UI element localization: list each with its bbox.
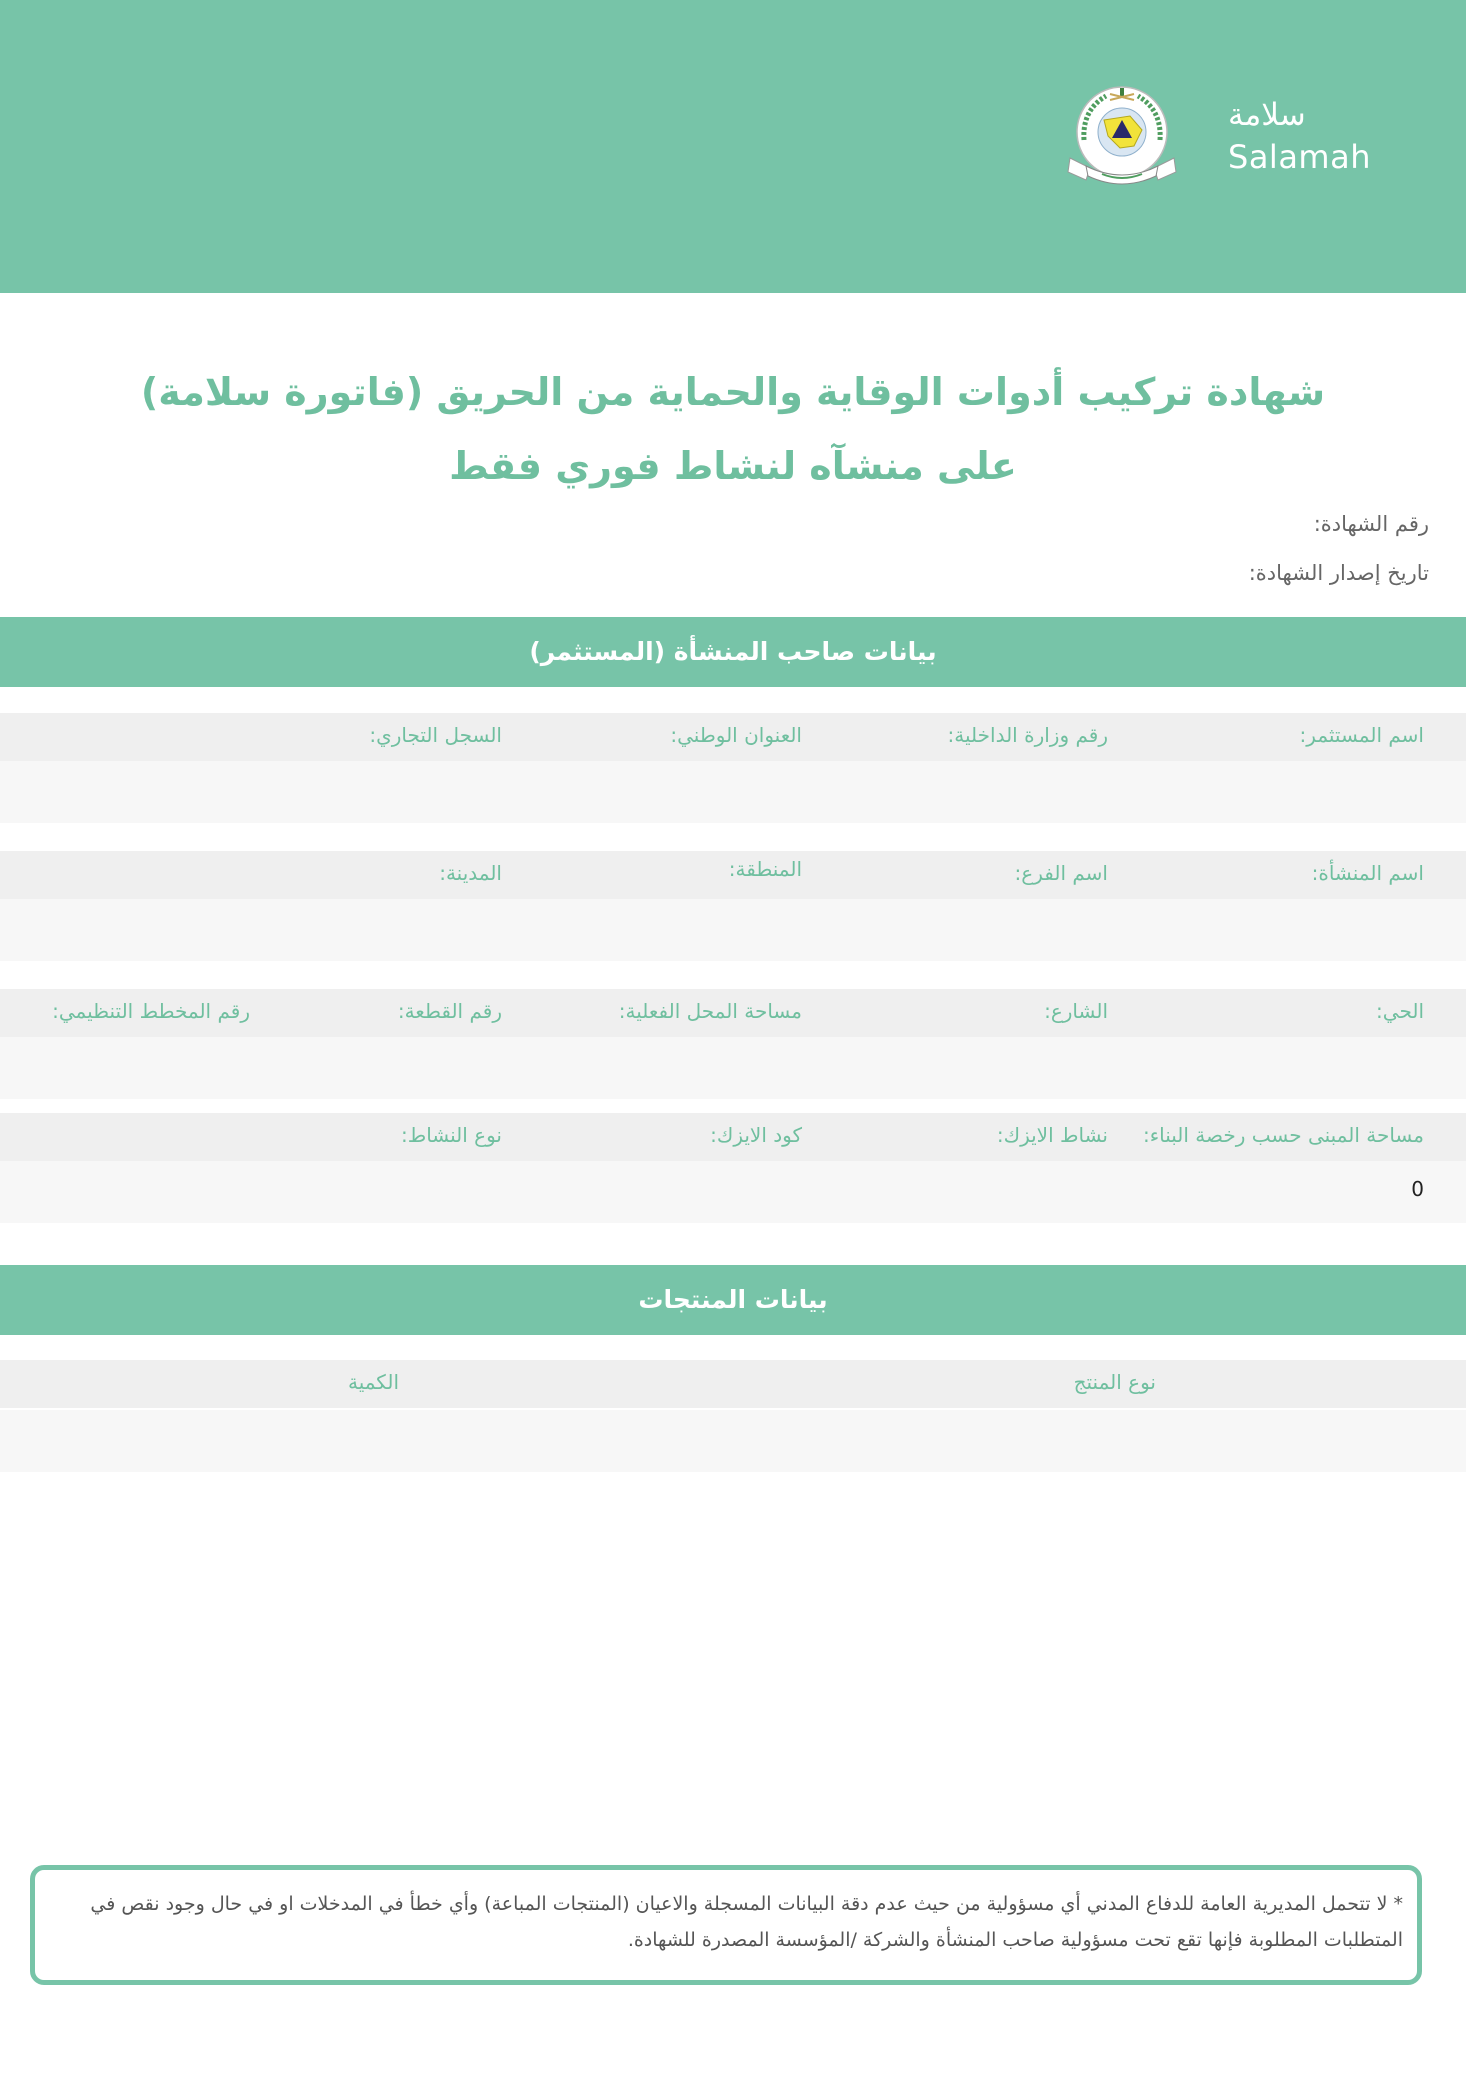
brand (1228, 95, 1428, 179)
building-area-value: 0 (1411, 1177, 1424, 1201)
plot-number-label: رقم القطعة: (397, 999, 502, 1023)
isic-code-label: كود الايزك: (710, 1123, 802, 1147)
product-type-column-header: نوع المنتج (1073, 1370, 1156, 1394)
owner-row-3-values (0, 1037, 1466, 1099)
owner-row-1-labels (0, 713, 1466, 761)
disclaimer-notice (30, 1865, 1422, 1985)
branch-name-label: اسم الفرع: (1014, 861, 1108, 885)
commercial-register-label: السجل التجاري: (369, 723, 502, 747)
city-label: المدينة: (439, 861, 502, 885)
isic-activity-label: نشاط الايزك: (996, 1123, 1108, 1147)
owner-row-4-values (0, 1161, 1466, 1223)
street-label: الشارع: (1044, 999, 1108, 1023)
owner-row-2-values (0, 899, 1466, 961)
actual-area-label: مساحة المحل الفعلية: (618, 999, 802, 1023)
moi-number-label: رقم وزارة الداخلية: (947, 723, 1108, 747)
owner-row-2-labels (0, 851, 1466, 899)
owner-row-4-labels (0, 1113, 1466, 1161)
products-table-row (0, 1410, 1466, 1472)
facility-name-label: اسم المنشأة: (1311, 861, 1424, 885)
products-table-header (0, 1360, 1466, 1408)
issue-date-label: تاريخ إصدار الشهادة: (1248, 561, 1429, 585)
district-label: الحي: (1376, 999, 1424, 1023)
region-label: المنطقة: (728, 857, 802, 881)
page-header (0, 0, 1466, 293)
brand-name-english: Salamah (1228, 138, 1371, 176)
plan-number-label: رقم المخطط التنظيمي: (52, 999, 250, 1023)
investor-name-label: اسم المستثمر: (1299, 723, 1424, 747)
civil-defense-emblem-icon (1062, 80, 1182, 190)
owner-section-header: بيانات صاحب المنشأة (المستثمر) (0, 617, 1466, 687)
products-section-header: بيانات المنتجات (0, 1265, 1466, 1335)
building-area-label: مساحة المبنى حسب رخصة البناء: (1142, 1123, 1424, 1147)
certificate-title-line-1: شهادة تركيب أدوات الوقاية والحماية من الحريق (فاتورة سلامة) (140, 370, 1326, 414)
brand-name-arabic: سلامة (1228, 97, 1306, 133)
certificate-title-line-2: على منشآه لنشاط فوري فقط (449, 444, 1017, 488)
certificate-title (0, 355, 1466, 503)
quantity-column-header: الكمية (347, 1370, 399, 1394)
national-address-label: العنوان الوطني: (670, 723, 802, 747)
activity-type-label: نوع النشاط: (400, 1123, 502, 1147)
owner-row-3-labels (0, 989, 1466, 1037)
certificate-number (1314, 512, 1429, 536)
owner-row-1-values (0, 761, 1466, 823)
issue-date (1249, 561, 1429, 585)
certificate-number-label: رقم الشهادة: (1313, 512, 1429, 536)
disclaimer-text: * لا تتحمل المديرية العامة للدفاع المدني أي مسؤولية من حيث عدم دقة البيانات المسجلة والاعيان (المنتجات المباعة) وأي خطأ في المدخلات او في حال وجود نقص في المتطلبات المطلوبة فإنها تقع تحت مسؤولية صاحب المنشأة والشركة /المؤسسة المصدرة للشهادة. (90, 1893, 1403, 1951)
